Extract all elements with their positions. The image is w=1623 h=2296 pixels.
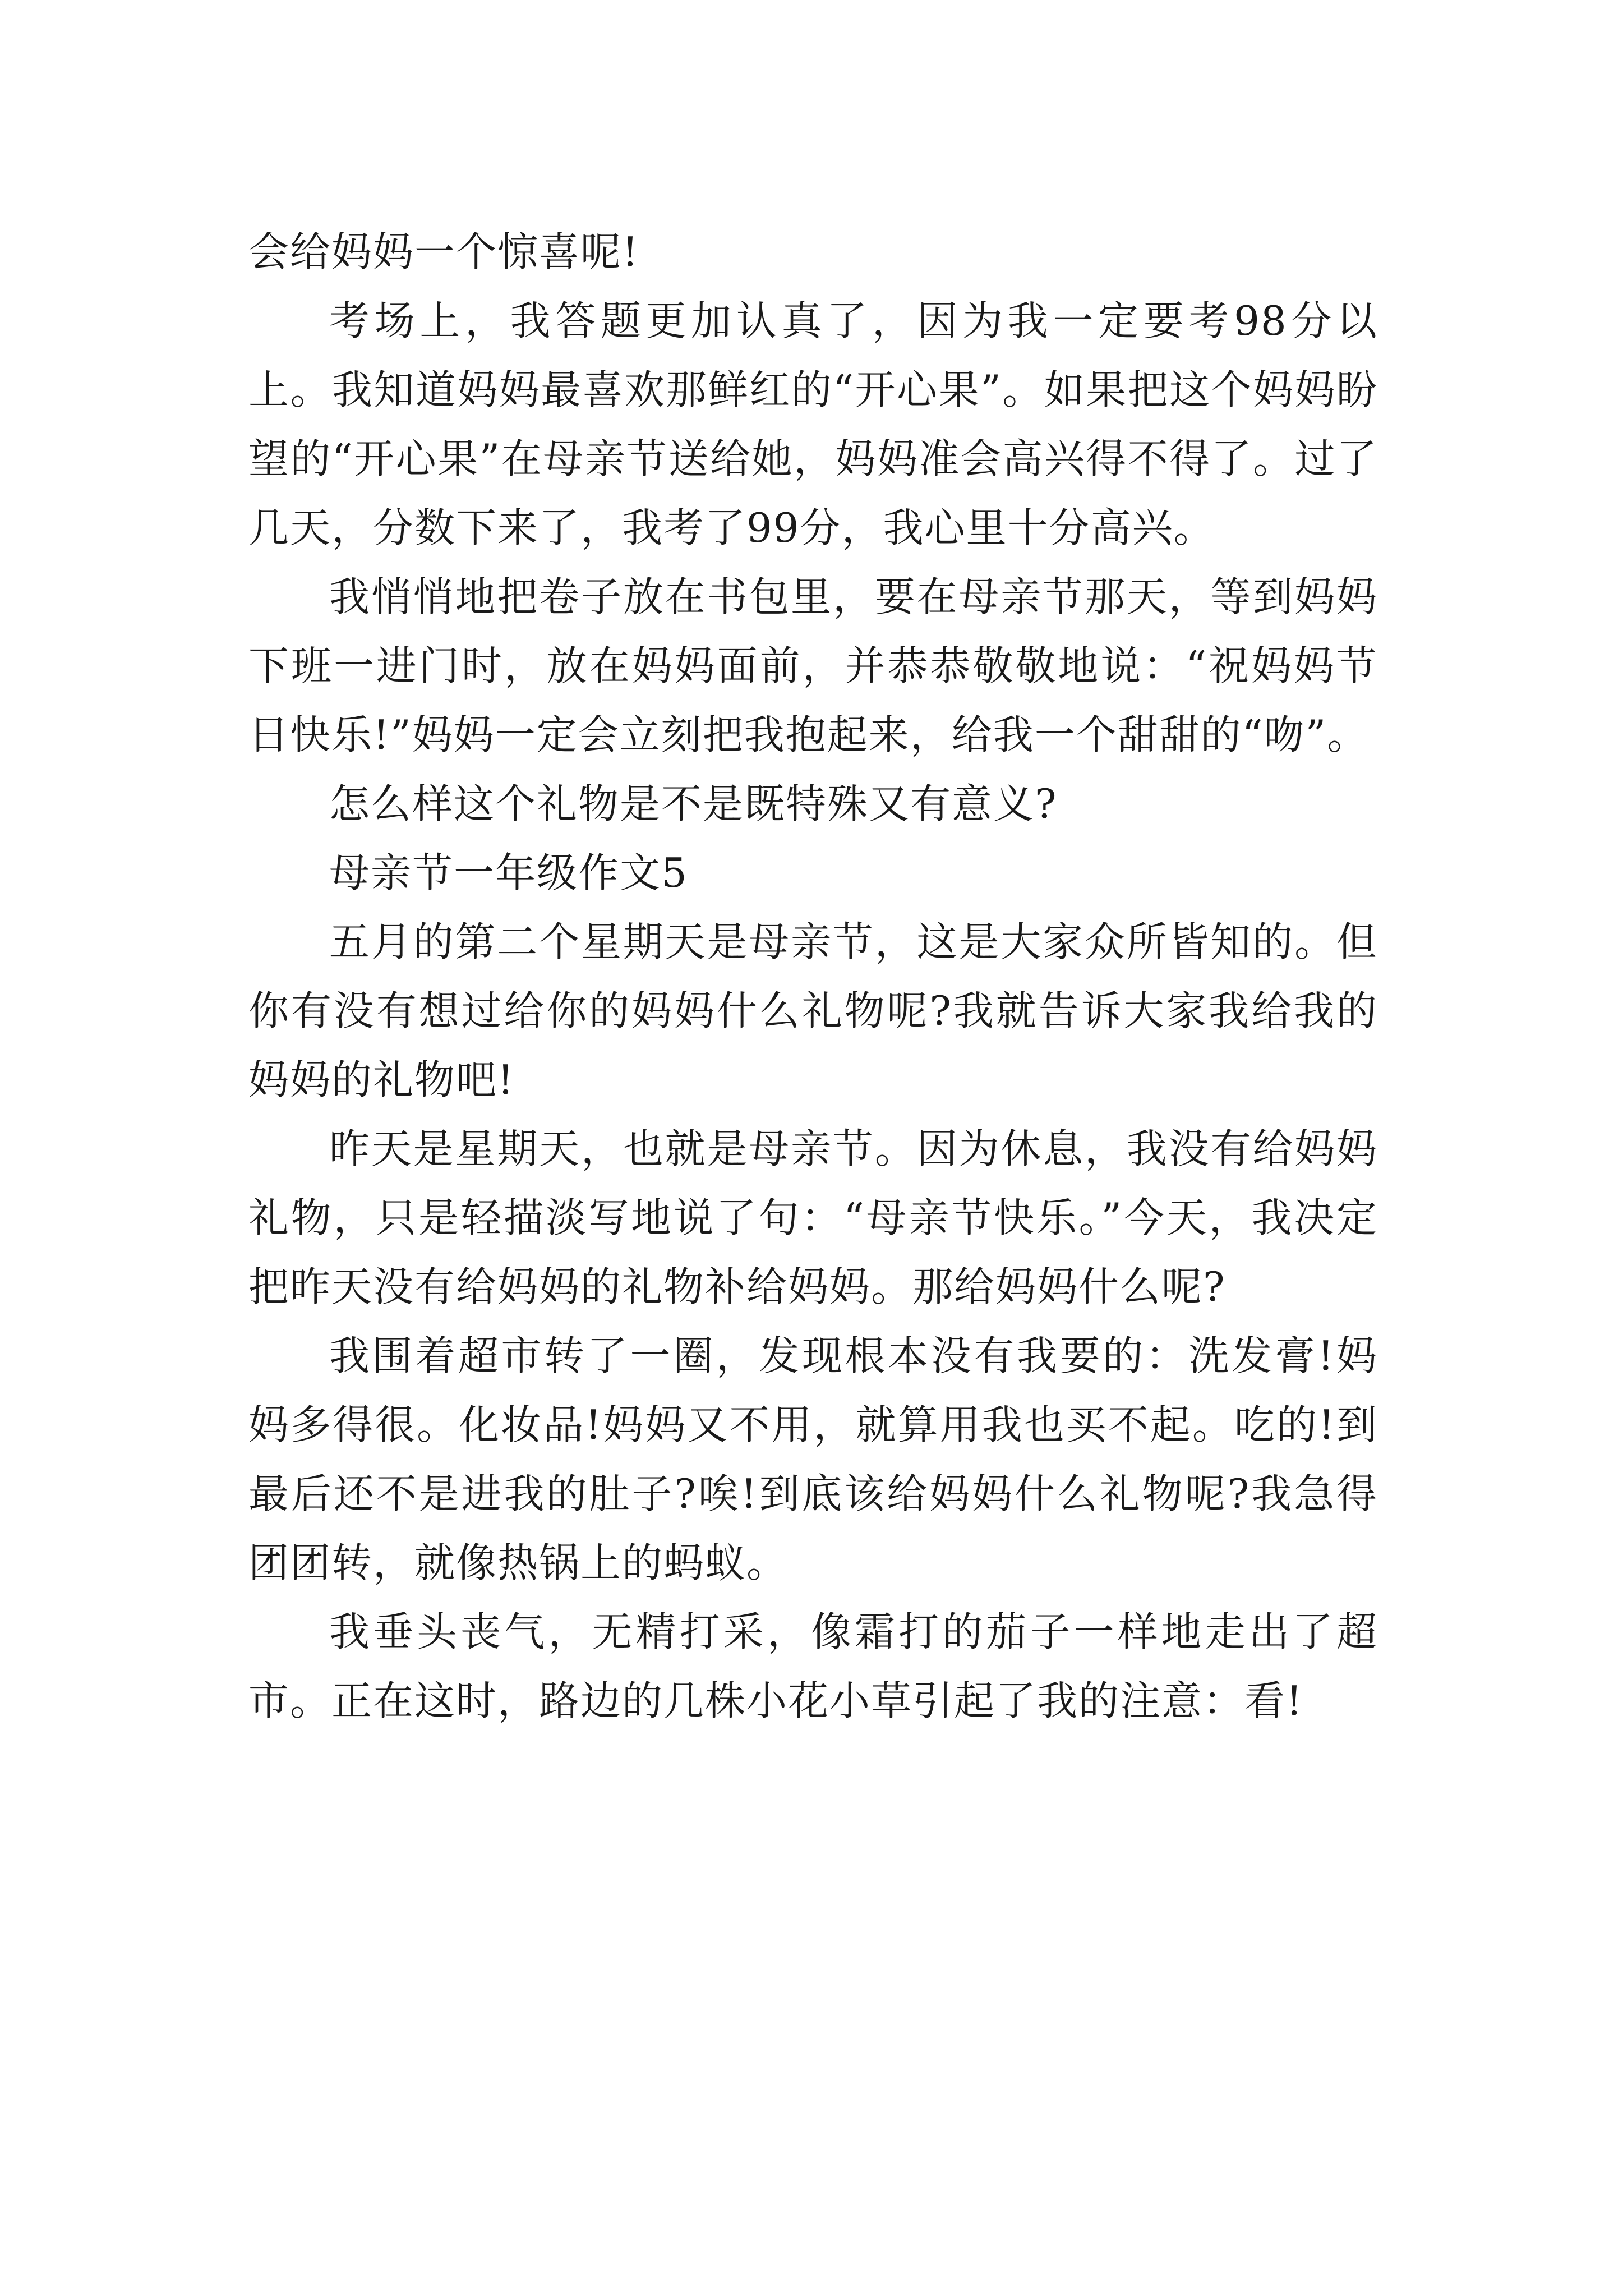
paragraph-question: 怎么样这个礼物是不是既特殊又有意义?	[329, 780, 1058, 827]
paragraph-yesterday: 昨天是星期天，也就是母亲节。因为休息，我没有给妈妈礼物，只是轻描淡写地说了句：“母亲节快乐。”今天，我决定把昨天没有给妈妈的礼物补给妈妈。那给妈妈什么呢?	[248, 1125, 1378, 1310]
section-heading: 母亲节一年级作文5	[329, 849, 688, 896]
paragraph-surprise: 我悄悄地把卷子放在书包里，要在母亲节那天，等到妈妈下班一进门时，放在妈妈面前，并恭恭敬敬地说：“祝妈妈节日快乐!”妈妈一定会立刻把我抱起来，给我一个甜甜的“吻”。	[248, 573, 1378, 758]
paragraph-leaving: 我垂头丧气，无精打采，像霜打的茄子一样地走出了超市。正在这时，路边的几株小花小草引起了我的注意：看!	[248, 1608, 1378, 1724]
paragraph-continuation: 会给妈妈一个惊喜呢!	[248, 228, 639, 275]
document-page	[248, 218, 1378, 1736]
paragraph-supermarket: 我围着超市转了一圈，发现根本没有我要的：洗发膏!妈妈多得很。化妆品!妈妈又不用，就算用我也买不起。吃的!到最后还不是进我的肚子?唉!到底该给妈妈什么礼物呢?我急得团团转，就像热锅上的蚂蚁。	[248, 1332, 1378, 1586]
paragraph-intro: 五月的第二个星期天是母亲节，这是大家众所皆知的。但你有没有想过给你的妈妈什么礼物呢?我就告诉大家我给我的妈妈的礼物吧!	[248, 918, 1378, 1103]
paragraph-exam: 考场上，我答题更加认真了，因为我一定要考98分以上。我知道妈妈最喜欢那鲜红的“开心果”。如果把这个妈妈盼望的“开心果”在母亲节送给她，妈妈准会高兴得不得了。过了几天，分数下来了，我考了99分，我心里十分高兴。	[248, 297, 1378, 551]
